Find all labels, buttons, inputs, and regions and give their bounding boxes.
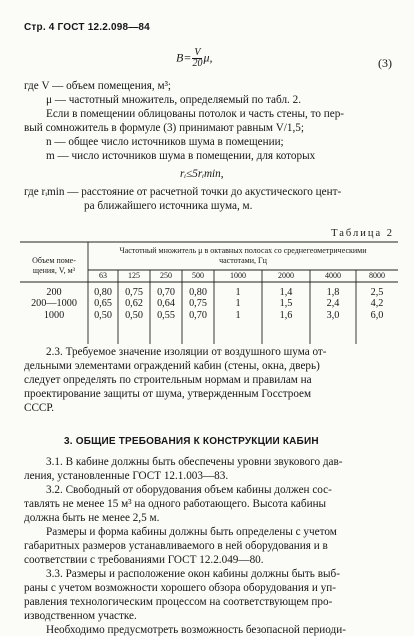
text-line: проектирование защиты от шума, утвержденным Госстроем — [24, 388, 312, 400]
text-line: габаритных размеров устанавливаемого в ней оборудования и в — [24, 540, 328, 552]
text-line: 3.2. Свободный от оборудования объем кабины должен сос- — [46, 484, 332, 496]
table-cell: 6,0 — [370, 309, 384, 321]
table-cell: 0,75 — [125, 287, 143, 298]
text-line: изводственном участке. — [24, 610, 137, 622]
text-line: дельными элементами ограждений кабин (стены, окна, дверь) — [24, 360, 320, 372]
table-cell: 1,5 — [279, 298, 293, 310]
text-line: 3.1. В кабине должны быть обеспечены уровни звукового дав- — [46, 456, 343, 468]
table-group-header: Частотный множитель μ в октавных полосах со среднегеометрическими частотами, Гц — [119, 246, 367, 265]
table-column — [150, 287, 182, 321]
table-cell: 0,70 — [157, 287, 175, 298]
table-freq-header: 1000 — [230, 271, 246, 280]
text-line: соответствии с требованиями ГОСТ 12.2.049—80. — [24, 554, 264, 566]
table-row-label: 200 — [46, 287, 62, 298]
formula: B= $\frac{V}{20}$ μ, — [176, 47, 213, 69]
table-freq-header: 63 — [99, 271, 107, 280]
table-cell: 0,70 — [189, 309, 207, 321]
text-line: где rᵢmin — расстояние от расчетной точки до акустического цент- — [24, 186, 342, 198]
table-cell: 3,0 — [326, 309, 340, 321]
text-line: 2.3. Требуемое значение изоляции от воздушного шума от- — [46, 346, 327, 358]
table-freq-header: 8000 — [369, 271, 385, 280]
table-column — [214, 287, 262, 321]
text-line: m — число источников шума в помещении, для которых — [46, 150, 316, 162]
table-row-label: 1000 — [43, 309, 65, 321]
text-line: Необходимо предусмотреть возможность безопасной периоди- — [46, 624, 346, 636]
table-freq-header: 4000 — [325, 271, 341, 280]
table-cell: 0,80 — [94, 287, 112, 298]
table-cell: 1,4 — [279, 287, 293, 298]
table-column — [310, 287, 356, 321]
page-header: Стр. 4 ГОСТ 12.2.098—84 — [24, 22, 150, 33]
table-cell: 1 — [235, 309, 241, 321]
table-cell: 2,4 — [326, 298, 340, 310]
table-column — [356, 287, 398, 321]
text-line: равления технологическим процессом на соответствующем про- — [24, 596, 333, 608]
text-line: μ — частотный множитель, определяемый по табл. 2. — [46, 94, 302, 106]
table-freq-header: 2000 — [278, 271, 294, 280]
table-cell: 0,55 — [157, 309, 175, 321]
table-cell: 1 — [235, 298, 241, 310]
text-line: следует определять по строительным нормам и правилам на — [24, 374, 312, 386]
text-line: Размеры и форма кабины должны быть определены с учетом — [46, 526, 337, 538]
table-cell: 1,6 — [279, 309, 293, 321]
table-cell: 1 — [235, 287, 241, 298]
text-line: вый сомножитель в формуле (3) принимают равным V/1,5; — [24, 122, 304, 134]
table-title: Таблица 2 — [331, 228, 394, 239]
table-row-labels — [20, 287, 88, 321]
table-cell: 0,75 — [189, 298, 207, 310]
text-line: n — общее число источников шума в помещении; — [46, 136, 284, 148]
text-line: тавлять не менее 15 м³ на одного работающего. Высота кабины — [24, 498, 327, 510]
text-line: Если в помещении облицованы потолок и часть стены, то пер- — [46, 108, 345, 120]
formula-tail: μ, — [203, 50, 213, 65]
table-freq-header: 125 — [128, 271, 140, 280]
table-freq-header: 250 — [160, 271, 172, 280]
table-column — [262, 287, 310, 321]
text-line: 3.3. Размеры и расположение окон кабины должны быть выб- — [46, 568, 340, 580]
section-title: 3. ОБЩИЕ ТРЕБОВАНИЯ К КОНСТРУКЦИИ КАБИН — [64, 436, 319, 447]
formula-lhs: B — [176, 50, 184, 65]
formula-numerator: V — [194, 47, 201, 58]
table-column — [88, 287, 118, 321]
text-line: должна быть не менее 2,5 м. — [24, 512, 160, 524]
formula-denominator: 20 — [192, 58, 203, 69]
text-line: ления, установленные ГОСТ 12.1.003—83. — [24, 470, 229, 482]
table-cell: 0,80 — [189, 287, 207, 298]
table-cell: 0,64 — [157, 298, 175, 310]
table-cell: 2,5 — [370, 287, 384, 298]
table-freq-header: 500 — [192, 271, 204, 280]
table-cell: 0,50 — [94, 309, 112, 321]
table-stub-header: Объем поме- щения, V, м³ — [32, 256, 76, 275]
condition-formula: rᵢ≤5rᵢmin, — [180, 168, 224, 180]
table-cell: 0,50 — [125, 309, 143, 321]
text-line: раны с учетом возможности хорошего обзора оборудования и уп- — [24, 582, 336, 594]
table-cell: 0,65 — [94, 298, 112, 310]
formula-number: (3) — [378, 56, 392, 70]
table-cell: 1,8 — [326, 287, 340, 298]
table-cell: 0,62 — [125, 298, 143, 310]
text-line: ра ближайшего источника шума, м. — [84, 200, 253, 212]
text-line: СССР. — [24, 402, 55, 414]
table-cell: 4,2 — [370, 298, 384, 310]
text-line: где V — объем помещения, м³; — [24, 80, 172, 92]
table-column — [182, 287, 214, 321]
table-row-label: 200—1000 — [31, 298, 77, 310]
table-column — [118, 287, 150, 321]
